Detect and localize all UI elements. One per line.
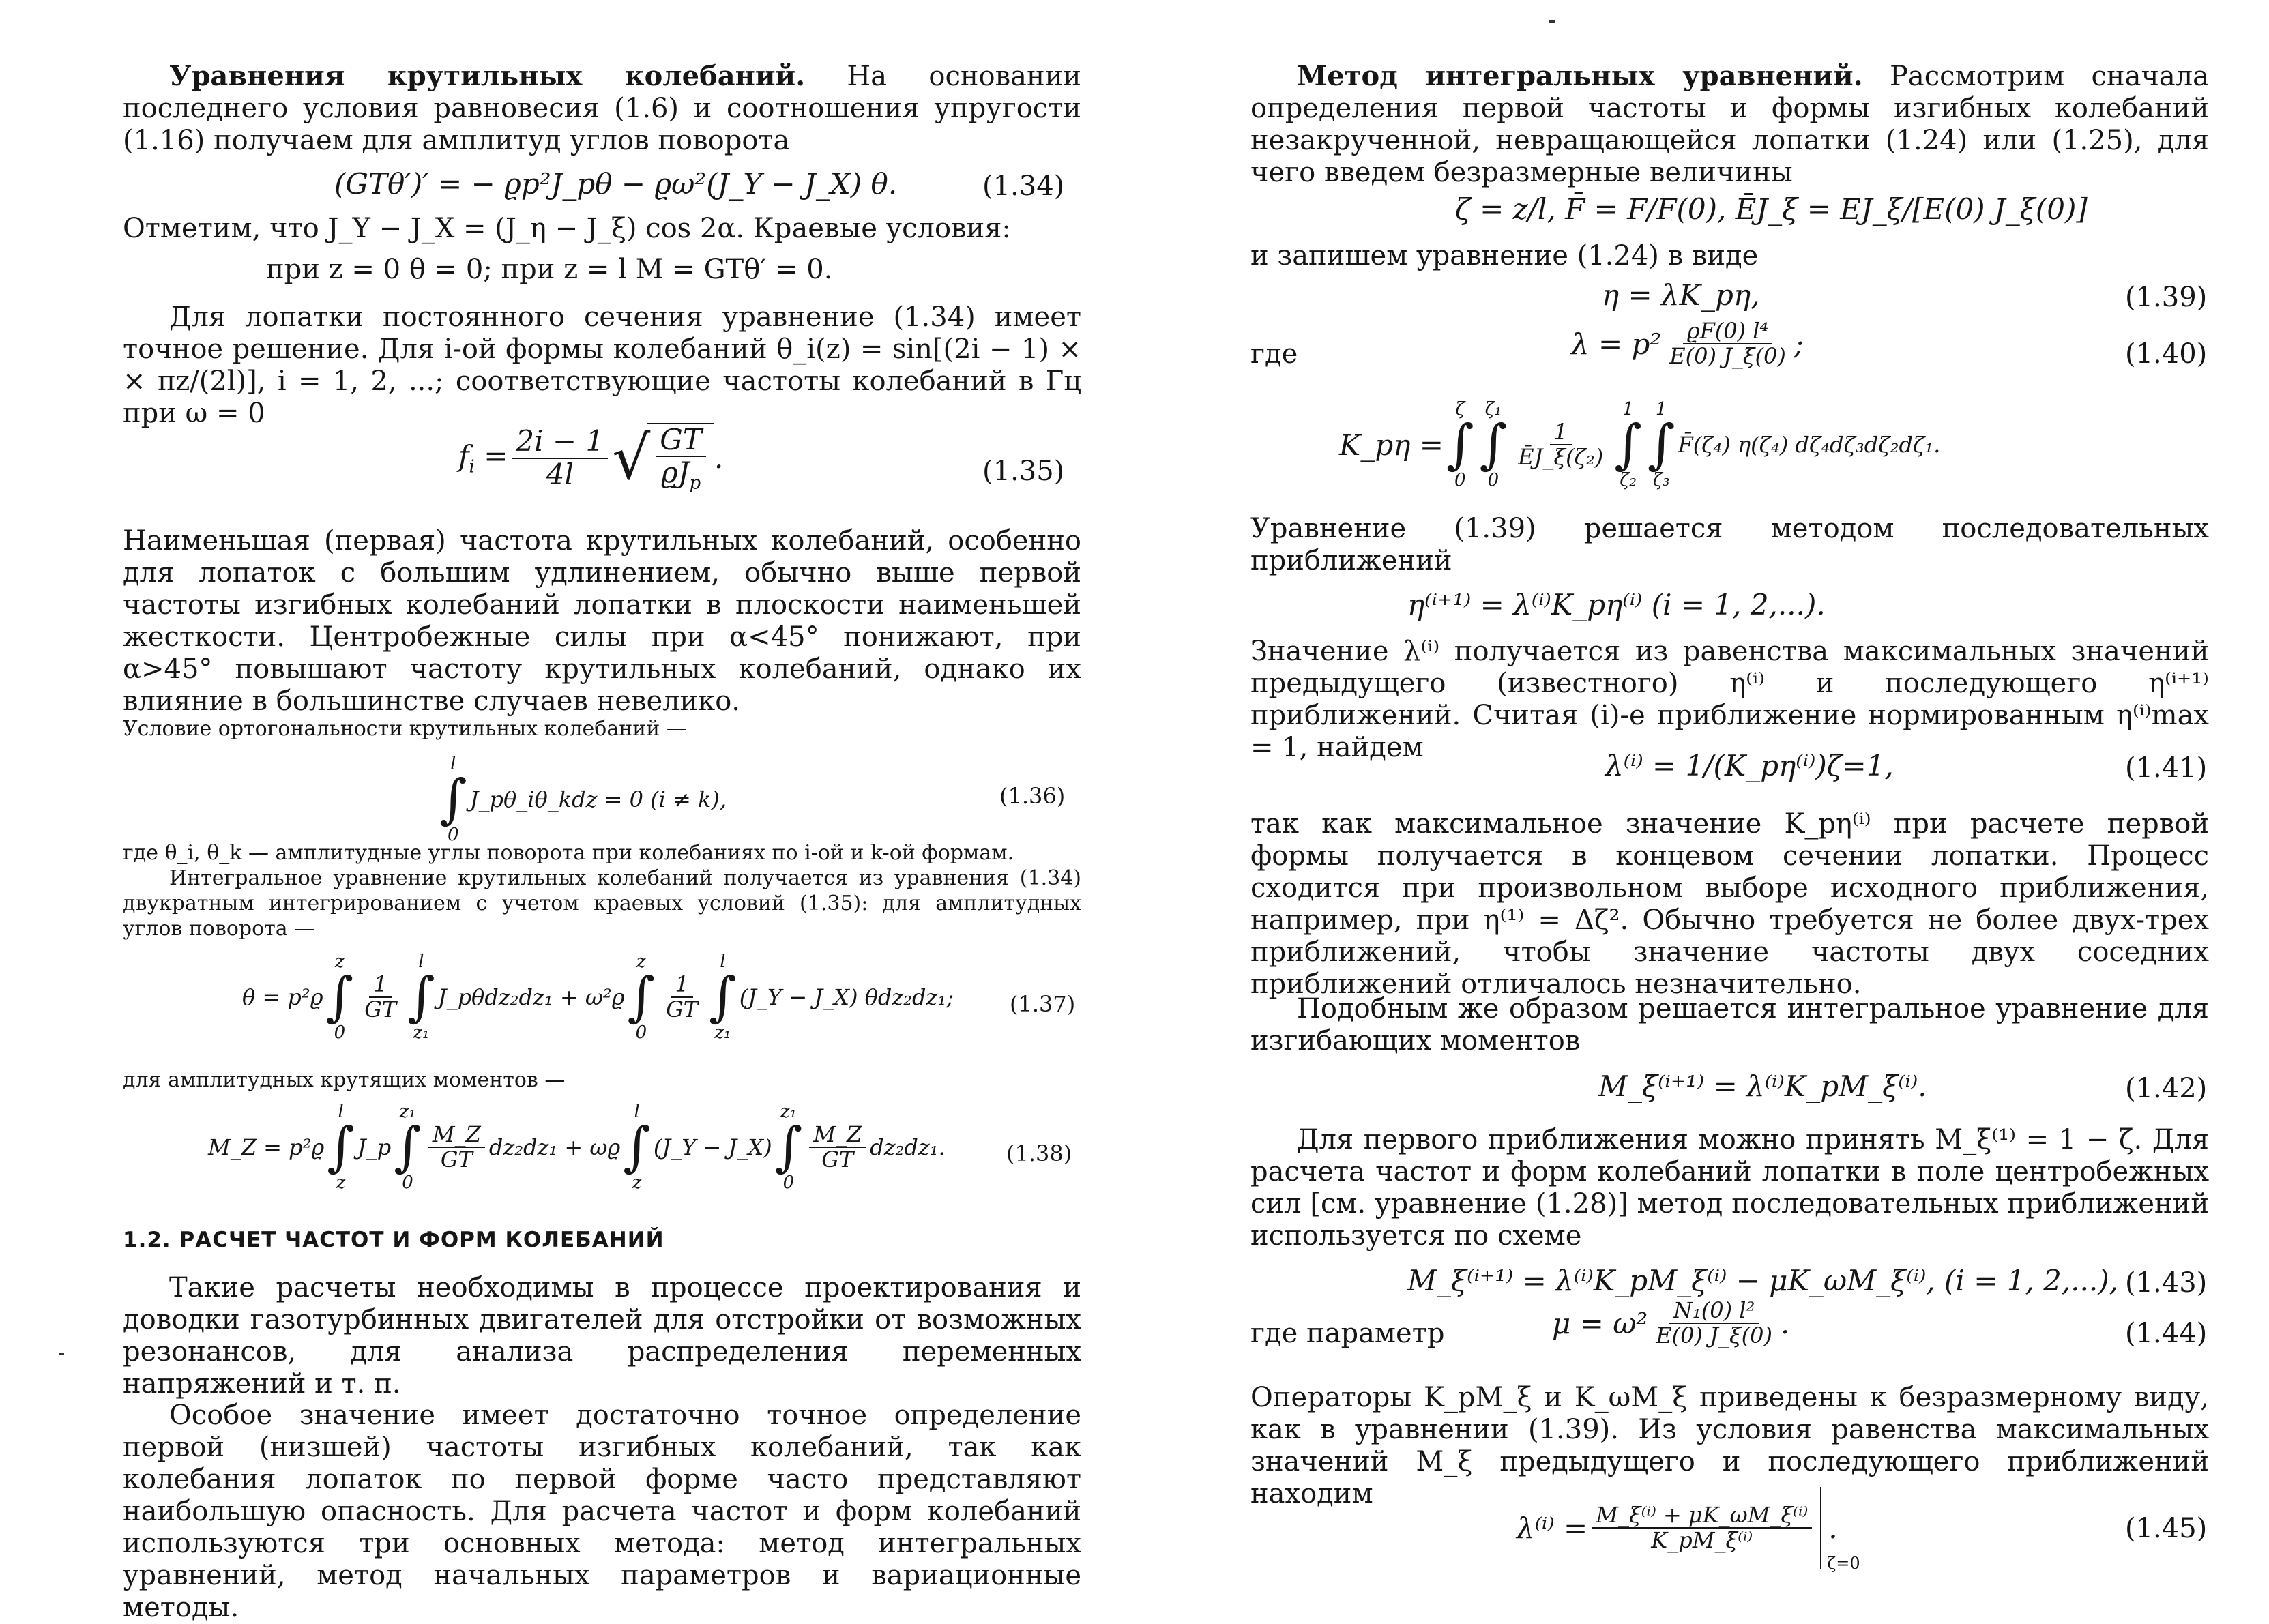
successive-approx-text: Уравнение (1.39) решается методом последовательных приближений bbox=[1250, 513, 2209, 576]
operator-kp-integral-3: 1 ∫ ζ₂ bbox=[1614, 399, 1642, 491]
equation-1-36 bbox=[437, 754, 727, 845]
operator-kp-frac-num: 1 bbox=[1550, 420, 1572, 445]
integral-icon: ∫ bbox=[709, 966, 737, 1028]
equation-1-39 bbox=[1602, 278, 1759, 312]
equation-1-37-integral-3: z ∫ 0 bbox=[627, 951, 656, 1044]
equation-1-39-number: (1.39) bbox=[2125, 282, 2208, 313]
equation-1-41-number: (1.41) bbox=[2125, 752, 2208, 784]
integral-icon: ∫ bbox=[325, 966, 354, 1028]
orthogonality-line bbox=[123, 716, 1081, 741]
lowest-frequency-text: Наименьшая (первая) частота крутильных колебаний, особенно для лопаток с большим удлинением, обычно выше первой частоты изгибных колебаний лопатки в плоскости наименьшей жесткости. Центробежные силы при α<45° понижают, при α>45° повышают частоту крутильных колебаний, однако их влияние в большинстве случаев невелико. bbox=[123, 525, 1081, 717]
equation-1-38-fraction bbox=[428, 1123, 485, 1172]
equation-1-37-integral-1: z ∫ 0 bbox=[325, 951, 354, 1044]
convergence-paragraph bbox=[1250, 808, 2209, 1001]
equation-1-40-semicolon: ; bbox=[1794, 327, 1804, 361]
equation-1-44-lhs: μ = ω² bbox=[1552, 1306, 1648, 1340]
equation-1-38-frac-den: GT bbox=[440, 1147, 473, 1173]
equation-1-38-fraction-2 bbox=[809, 1123, 866, 1172]
lambda-value-text: Значение λ⁽ⁱ⁾ получается из равенства максимальных значений предыдущего (известного) η⁽ⁱ⁾ и последующего η⁽ⁱ⁺¹⁾ приближений. Считая (i)-е приближение нормированным η⁽ⁱ⁾max = 1, найдем bbox=[1250, 636, 2209, 763]
equation-1-35-dot: . bbox=[714, 441, 724, 475]
equation-1-42-number: (1.42) bbox=[2125, 1073, 2208, 1104]
equation-1-37-number: (1.37) bbox=[1010, 991, 1076, 1017]
integral-method-paragraph bbox=[1250, 60, 2209, 189]
left-page bbox=[0, 0, 1134, 1623]
equation-1-34-body: (GTθ′)′ = − ϱp²J_pθ − ϱω²(J_Y − J_X) θ. bbox=[334, 167, 898, 201]
torsional-intro-paragraph bbox=[123, 60, 1081, 157]
integral-icon: ∫ bbox=[1479, 414, 1508, 475]
equation-1-34 bbox=[334, 167, 897, 201]
equation-1-39-body: η = λK_pη, bbox=[1602, 278, 1760, 312]
first-approx-text: Для первого приближения можно принять M_ξ⁽¹⁾ = 1 − ζ. Для расчета частот и форм колебаний лопатки в поле центробежных сил [см. уравнение (1.28)] метод последовательных приближений используется по схеме bbox=[1250, 1124, 2209, 1252]
integral-icon: ∫ bbox=[1647, 414, 1675, 475]
equation-1-35-number: (1.35) bbox=[982, 456, 1065, 487]
equation-1-41 bbox=[1605, 749, 1894, 782]
parameter-label: где параметр bbox=[1250, 1318, 1445, 1349]
equation-1-37-fraction-2 bbox=[662, 973, 702, 1022]
integral-icon: ∫ bbox=[774, 1117, 803, 1178]
constant-section-text: Для лопатки постоянного сечения уравнение (1.34) имеет точное решение. Для i-ой формы колебаний θ_i(z) = sin[(2i − 1) × × πz/(2l)], i = 1, 2, ...; соответствующие частоты колебаний в Гц при ω = 0 bbox=[123, 301, 1081, 429]
integral-icon: ∫ bbox=[439, 769, 467, 830]
square-root-icon: √ bbox=[612, 423, 651, 494]
equation-1-40-frac-den: E(0) J_ξ(0) bbox=[1669, 343, 1786, 370]
first-approx-paragraph bbox=[1250, 1124, 2209, 1252]
equation-1-45-lhs: λ⁽ⁱ⁾ = bbox=[1517, 1511, 1588, 1545]
moments-text: для амплитудных крутящих моментов — bbox=[123, 1068, 566, 1092]
equation-1-36-integral: l ∫ 0 bbox=[439, 754, 467, 846]
dimensionless-quantities bbox=[1455, 192, 2088, 226]
integral-icon: ∫ bbox=[407, 966, 435, 1028]
equation-1-35-root-num: GT bbox=[656, 424, 706, 457]
operator-kp-integral-2: ζ₁ ∫ 0 bbox=[1479, 399, 1508, 491]
dimensionless-quantities-eq: ζ = z/l, F̄ = F/F(0), ĒJ_ξ = EJ_ξ/[E(0) J_ξ(0)] bbox=[1455, 192, 2088, 226]
equation-1-37-middle: J_pθdz₂dz₁ + ω²ϱ bbox=[437, 984, 625, 1011]
operator-kp-lhs: K_pη = bbox=[1339, 428, 1444, 462]
equation-1-35-fraction-num: 2i − 1 bbox=[512, 426, 608, 458]
operator-kp-fraction bbox=[1514, 420, 1607, 469]
equation-1-36-body: J_pθ_iθ_kdz = 0 (i ≠ k), bbox=[469, 786, 727, 813]
successive-approx-paragraph bbox=[1250, 513, 2209, 577]
equation-1-45-evaluation-bar bbox=[1820, 1487, 1860, 1573]
integral-method-intro bbox=[1250, 60, 2209, 189]
integral-icon: ∫ bbox=[627, 966, 656, 1028]
integral-icon: ∫ bbox=[1446, 414, 1474, 475]
equation-1-40-lhs: λ = p² bbox=[1571, 327, 1662, 361]
equation-1-38-number: (1.38) bbox=[1006, 1140, 1072, 1166]
equation-1-40-fraction bbox=[1665, 319, 1790, 368]
equation-1-37-frac-num: 1 bbox=[369, 973, 391, 998]
operator-kp-tail: F̄(ζ₄) η(ζ₄) dζ₄dζ₃dζ₂dζ₁. bbox=[1678, 432, 1941, 458]
lambda-value-paragraph bbox=[1250, 636, 2209, 764]
equation-1-38-tail: dz₂dz₁. bbox=[870, 1134, 946, 1161]
scan-speck bbox=[1549, 20, 1555, 23]
equation-1-44-frac-den: E(0) J_ξ(0) bbox=[1656, 1323, 1772, 1349]
equation-1-35-lhs: $f_i$ = bbox=[458, 439, 508, 477]
calculations-paragraph bbox=[123, 1272, 1081, 1400]
equation-1-37-lhs: θ = p²ϱ bbox=[242, 984, 323, 1011]
equation-1-38-j: (J_Y − J_X) bbox=[653, 1134, 772, 1161]
equation-1-38-lhs: M_Z = p²ϱ bbox=[208, 1134, 325, 1161]
equation-1-37 bbox=[242, 951, 954, 1043]
equation-1-35-fraction bbox=[512, 426, 608, 490]
equation-1-43-number: (1.43) bbox=[2125, 1267, 2208, 1299]
section-heading bbox=[123, 1228, 664, 1252]
equation-1-38-integral-3: l ∫ z bbox=[623, 1102, 651, 1194]
note-line-text: Отметим, что J_Y − J_X = (J_η − J_ξ) cos 2α. Краевые условия: bbox=[123, 213, 1011, 244]
equation-1-37-integral-4: l ∫ z₁ bbox=[709, 951, 737, 1044]
equation-1-44-dot: . bbox=[1780, 1306, 1790, 1340]
equation-1-38-middle: dz₂dz₁ + ωϱ bbox=[488, 1134, 621, 1161]
orthogonality-text: Условие ортогональности крутильных колебаний — bbox=[123, 717, 687, 741]
iteration-equation-body: η⁽ⁱ⁺¹⁾ = λ⁽ⁱ⁾K_pη⁽ⁱ⁾ (i = 1, 2,...). bbox=[1407, 588, 1826, 621]
section-heading-text: 1.2. РАСЧЕТ ЧАСТОТ И ФОРМ КОЛЕБАНИЙ bbox=[123, 1228, 664, 1252]
equation-1-42-body: M_ξ⁽ⁱ⁺¹⁾ = λ⁽ⁱ⁾K_pM_ξ⁽ⁱ⁾. bbox=[1598, 1069, 1927, 1103]
torsional-intro-text: На основании последнего условия равновесия (1.6) и соотношения упругости (1.16) получаем для амплитуд углов поворота bbox=[123, 61, 1081, 156]
equation-1-45-number: (1.45) bbox=[2125, 1513, 2208, 1544]
equation-1-43-body: M_ξ⁽ⁱ⁺¹⁾ = λ⁽ⁱ⁾K_pM_ξ⁽ⁱ⁾ − μK_ωM_ξ⁽ⁱ⁾, (i = 1, 2,...), bbox=[1407, 1264, 2119, 1297]
equation-1-37-frac-den: GT bbox=[364, 996, 397, 1023]
iteration-equation bbox=[1407, 588, 1826, 621]
integral-equation-paragraph bbox=[123, 866, 1081, 941]
equation-1-35-root-den: $ϱJ_p$ bbox=[660, 456, 701, 494]
first-frequency-paragraph bbox=[123, 1400, 1081, 1624]
equation-1-38-jp: J_p bbox=[357, 1134, 392, 1161]
integral-icon: ∫ bbox=[394, 1117, 422, 1178]
constant-section-paragraph bbox=[123, 301, 1081, 430]
right-page bbox=[1134, 0, 2269, 1589]
equation-1-38-frac2-den: GT bbox=[821, 1147, 854, 1173]
where-line bbox=[123, 840, 1081, 866]
equation-1-37-frac2-den: GT bbox=[666, 996, 699, 1023]
integral-icon: ∫ bbox=[623, 1117, 651, 1178]
moments-line bbox=[123, 1067, 1081, 1093]
equation-1-34-number: (1.34) bbox=[982, 171, 1065, 202]
operators-text: Операторы K_pM_ξ и K_ωM_ξ приведены к безразмерному виду, как в уравнении (1.39). Из условия равенства максимальных значений M_ξ предыдущего и последующего приближений находим bbox=[1250, 1382, 2209, 1509]
boundary-conditions bbox=[266, 254, 832, 286]
equation-1-37-frac2-num: 1 bbox=[671, 973, 692, 998]
equation-1-38-frac-num: M_Z bbox=[428, 1123, 485, 1148]
where-text: где θ_i, θ_k — амплитудные углы поворота при колебаниях по i-ой и k-ой формам. bbox=[123, 841, 1014, 865]
operator-kp-integral-1: ζ ∫ 0 bbox=[1446, 399, 1474, 491]
equation-1-44-frac-num: N₁(0) l² bbox=[1669, 1299, 1759, 1324]
equation-1-37-tail: (J_Y − J_X) θdz₂dz₁; bbox=[739, 984, 954, 1011]
equation-1-38-integral-2: z₁ ∫ 0 bbox=[394, 1102, 422, 1194]
integral-equation-text: Интегральное уравнение крутильных колебаний получается из уравнения (1.34) двукратным интегрированием с учетом краевых условий (1.35): для амплитудных углов поворота — bbox=[123, 866, 1081, 941]
calculations-text: Такие расчеты необходимы в процессе проектирования и доводки газотурбинных двигателей для отстройки от возможных резонансов, для анализа распределения переменных напряжений и т. п. bbox=[123, 1272, 1081, 1400]
rewrite-line bbox=[1250, 240, 1758, 272]
operator-kp-integral-4: 1 ∫ ζ₃ bbox=[1647, 399, 1675, 491]
equation-1-35-fraction-den: 4l bbox=[546, 457, 574, 491]
integral-icon: ∫ bbox=[1614, 414, 1642, 475]
rewrite-text: и запишем уравнение (1.24) в виде bbox=[1250, 240, 1759, 271]
equation-1-36-number: (1.36) bbox=[999, 783, 1066, 809]
equation-1-35-root-fraction bbox=[656, 424, 706, 493]
equation-1-43 bbox=[1407, 1264, 2118, 1297]
equation-1-42 bbox=[1598, 1069, 1927, 1103]
convergence-text: так как максимальное значение K_pη⁽ⁱ⁾ при расчете первой формы получается в концевом сечении лопатки. Процесс сходится при произвольном выборе исходного приближения, например, при η⁽¹⁾ = Δζ². Обычно требуется не более двух-трех приближений, чтобы значение частоты двух соседних приближений отличалось незначительно. bbox=[1250, 808, 2209, 1000]
scan-speck bbox=[59, 1353, 64, 1355]
equation-1-44-fraction bbox=[1652, 1299, 1776, 1348]
lowest-frequency-paragraph bbox=[123, 525, 1081, 718]
integral-method-text: Рассмотрим сначала определения первой частоты и формы изгибных колебаний незакрученной, невращающейся лопатки (1.24) или (1.25), для чего введем безразмерные величины bbox=[1250, 61, 2210, 188]
equation-1-40 bbox=[1571, 319, 1804, 368]
where-label: где bbox=[1250, 338, 1298, 370]
equation-1-44-number: (1.44) bbox=[2125, 1318, 2208, 1349]
equation-1-41-body: λ⁽ⁱ⁾ = 1/(K_pη⁽ⁱ⁾)ζ=1, bbox=[1605, 749, 1894, 782]
equation-1-38-integral-1: l ∫ z bbox=[327, 1102, 355, 1194]
equation-1-37-fraction bbox=[360, 973, 400, 1022]
equation-1-45-dot: . bbox=[1828, 1511, 1838, 1545]
bending-moments-text: Подобным же образом решается интегральное уравнение для изгибающих моментов bbox=[1250, 993, 2209, 1057]
equation-1-44 bbox=[1552, 1299, 1789, 1348]
equation-1-35 bbox=[458, 423, 723, 493]
operator-kp-frac-den: ĒJ_ξ(ζ₂) bbox=[1518, 444, 1604, 471]
equation-1-45-fraction bbox=[1592, 1503, 1812, 1552]
equation-1-40-number: (1.40) bbox=[2125, 338, 2208, 370]
equation-1-38-integral-4: z₁ ∫ 0 bbox=[774, 1102, 803, 1194]
equation-1-38 bbox=[208, 1102, 946, 1193]
first-frequency-text: Особое значение имеет достаточно точное определение первой (низшей) частоты изгибных колебаний, так как колебания лопаток по первой форме часто представляют наибольшую опасность. Для расчета частот и форм колебаний используются три основных метода: метод интегральных уравнений, метод начальных параметров и вариационные методы. bbox=[123, 1400, 1081, 1623]
equation-1-45 bbox=[1517, 1487, 1860, 1573]
equation-1-45-frac-den: K_pM_ξ⁽ⁱ⁾ bbox=[1651, 1527, 1753, 1553]
integral-icon: ∫ bbox=[327, 1117, 355, 1178]
equation-1-45-eval-sub: ζ=0 bbox=[1827, 1554, 1860, 1573]
equation-1-37-integral-2: l ∫ z₁ bbox=[407, 951, 435, 1044]
equation-1-45-frac-num: M_ξ⁽ⁱ⁾ + μK_ωM_ξ⁽ⁱ⁾ bbox=[1592, 1503, 1812, 1529]
note-line bbox=[123, 213, 1081, 245]
bending-moments-paragraph bbox=[1250, 993, 2209, 1057]
torsional-intro bbox=[123, 60, 1081, 157]
operator-kp bbox=[1339, 399, 1940, 490]
equation-1-40-frac-num: ϱF(0) l⁴ bbox=[1683, 319, 1773, 344]
equation-1-35-root bbox=[647, 423, 714, 493]
equation-1-38-frac2-num: M_Z bbox=[809, 1123, 866, 1148]
integral-method-title: Метод интегральных уравнений. bbox=[1297, 60, 1863, 92]
torsional-title: Уравнения крутильных колебаний. bbox=[169, 60, 806, 92]
boundary-conditions-text: при z = 0 θ = 0; при z = l M = GTθ′ = 0. bbox=[266, 254, 833, 285]
